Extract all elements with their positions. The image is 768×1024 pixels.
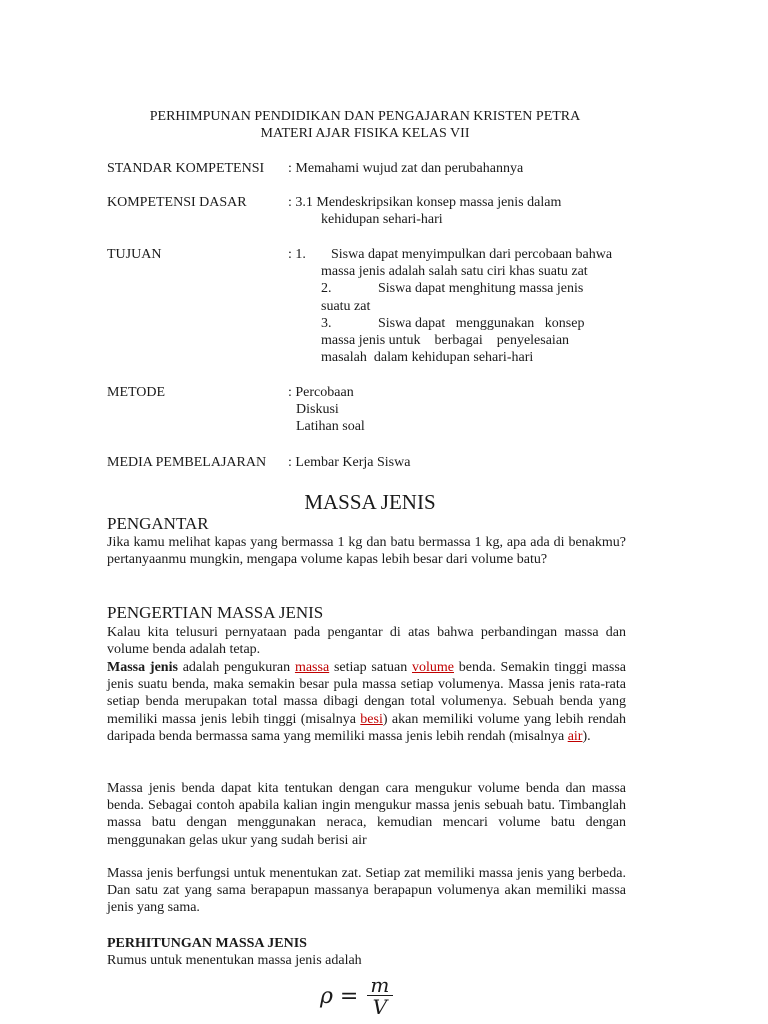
metode-item-1: : Percobaan: [288, 385, 354, 400]
tujuan-2-line-1: Siswa dapat menghitung massa jenis: [378, 281, 584, 296]
metode-item-3: Latihan soal: [296, 419, 365, 434]
standar-label: STANDAR KOMPETENSI: [107, 161, 265, 176]
tujuan-label: TUJUAN: [107, 247, 162, 262]
besi-link[interactable]: besi: [360, 711, 383, 727]
tujuan-2-number: 2.: [321, 281, 332, 296]
kd-value: : 3.1 Mendeskripsikan konsep massa jenis dalam: [288, 195, 562, 210]
header-line-2: MATERI AJAR FISIKA KELAS VII: [260, 126, 470, 141]
pengertian-paragraph-2: Massa jenis adalah pengukuran massa setiap satuan volume benda. Semakin tinggi massa jenis suatu benda, maka semakin besar pula massa setiap volumenya. Massa jenis rata-rata setiap benda merupakan total massa dibagi dengan total volumenya. Sebuah benda yang memiliki massa jenis lebih tinggi (misalnya besi) akan memiliki volume yang lebih rendah daripada benda bermassa sama yang memiliki massa jenis lebih rendah (misalnya air).: [107, 660, 627, 744]
pengantar-text: Jika kamu melihat kapas yang bermassa 1 kg dan batu bermassa 1 kg, apa ada di benakmu? pertanyaanmu mungkin, mengapa volume kapas lebih besar dari volume batu?: [107, 535, 626, 568]
formula-numerator: m: [370, 973, 390, 997]
standar-value: : Memahami wujud zat dan perubahannya: [288, 161, 524, 176]
formula-fraction: [366, 975, 393, 1018]
tujuan-3-line-2: massa jenis untuk berbagai penyelesaian: [321, 333, 570, 348]
perhitungan-heading: PERHITUNGAN MASSA JENIS: [107, 936, 307, 951]
tujuan-2-line-2: suatu zat: [321, 299, 371, 314]
formula-denominator: V: [372, 995, 388, 1019]
page-title: MASSA JENIS: [304, 490, 436, 514]
massa-link[interactable]: massa: [294, 660, 330, 675]
kd-value-cont: kehidupan sehari-hari: [321, 212, 443, 227]
tujuan-1-line-2: massa jenis adalah salah satu ciri khas suatu zat: [321, 264, 588, 279]
tujuan-3-line-3: masalah dalam kehidupan sehari-hari: [321, 350, 534, 365]
metode-item-2: Diskusi: [296, 402, 339, 417]
kd-label: KOMPETENSI DASAR: [107, 195, 247, 210]
pengantar-heading: PENGANTAR: [107, 514, 209, 533]
media-label: MEDIA PEMBELAJARAN: [107, 455, 267, 470]
formula-lhs: ρ =: [320, 984, 359, 1009]
massa-jenis-term: Massa jenis: [107, 660, 178, 675]
tujuan-3-line-1: Siswa dapat menggunakan konsep: [378, 316, 585, 331]
pengertian-paragraph-1: Kalau kita telusuri pernyataan pada pengantar di atas bahwa perbandingan massa dan volume benda adalah tetap.: [107, 625, 626, 658]
density-formula: [320, 975, 393, 1018]
pengertian-paragraph-3: Massa jenis benda dapat kita tentukan dengan cara mengukur volume benda dan massa benda. Sebagai contoh apabila kalian ingin mengukur massa jenis sebuah batu. Timbanglah massa batu dengan menggunakan neraca, kemudian mencari volume batu dengan menggunakan gelas ukur yang sudah berisi air: [107, 781, 626, 848]
metode-label: METODE: [107, 385, 166, 400]
pengertian-heading: PENGERTIAN MASSA JENIS: [107, 603, 324, 622]
tujuan-prefix: : 1.: [288, 247, 306, 262]
tujuan-3-number: 3.: [321, 316, 332, 331]
air-link[interactable]: air: [567, 728, 583, 744]
volume-link[interactable]: volume: [412, 660, 454, 675]
header-line-1: PERHIMPUNAN PENDIDIKAN DAN PENGAJARAN KRISTEN PETRA: [149, 109, 581, 124]
pengertian-paragraph-4: Massa jenis berfungsi untuk menentukan zat. Setiap zat memiliki massa jenis yang berbeda. Dan satu zat yang sama berapapun massanya berapapun volumenya akan memiliki massa jenis yang sama.: [107, 866, 626, 916]
tujuan-1-line-1: Siswa dapat menyimpulkan dari percobaan bahwa: [331, 247, 613, 262]
media-value: : Lembar Kerja Siswa: [288, 455, 411, 470]
perhitungan-text: Rumus untuk menentukan massa jenis adalah: [107, 953, 362, 968]
